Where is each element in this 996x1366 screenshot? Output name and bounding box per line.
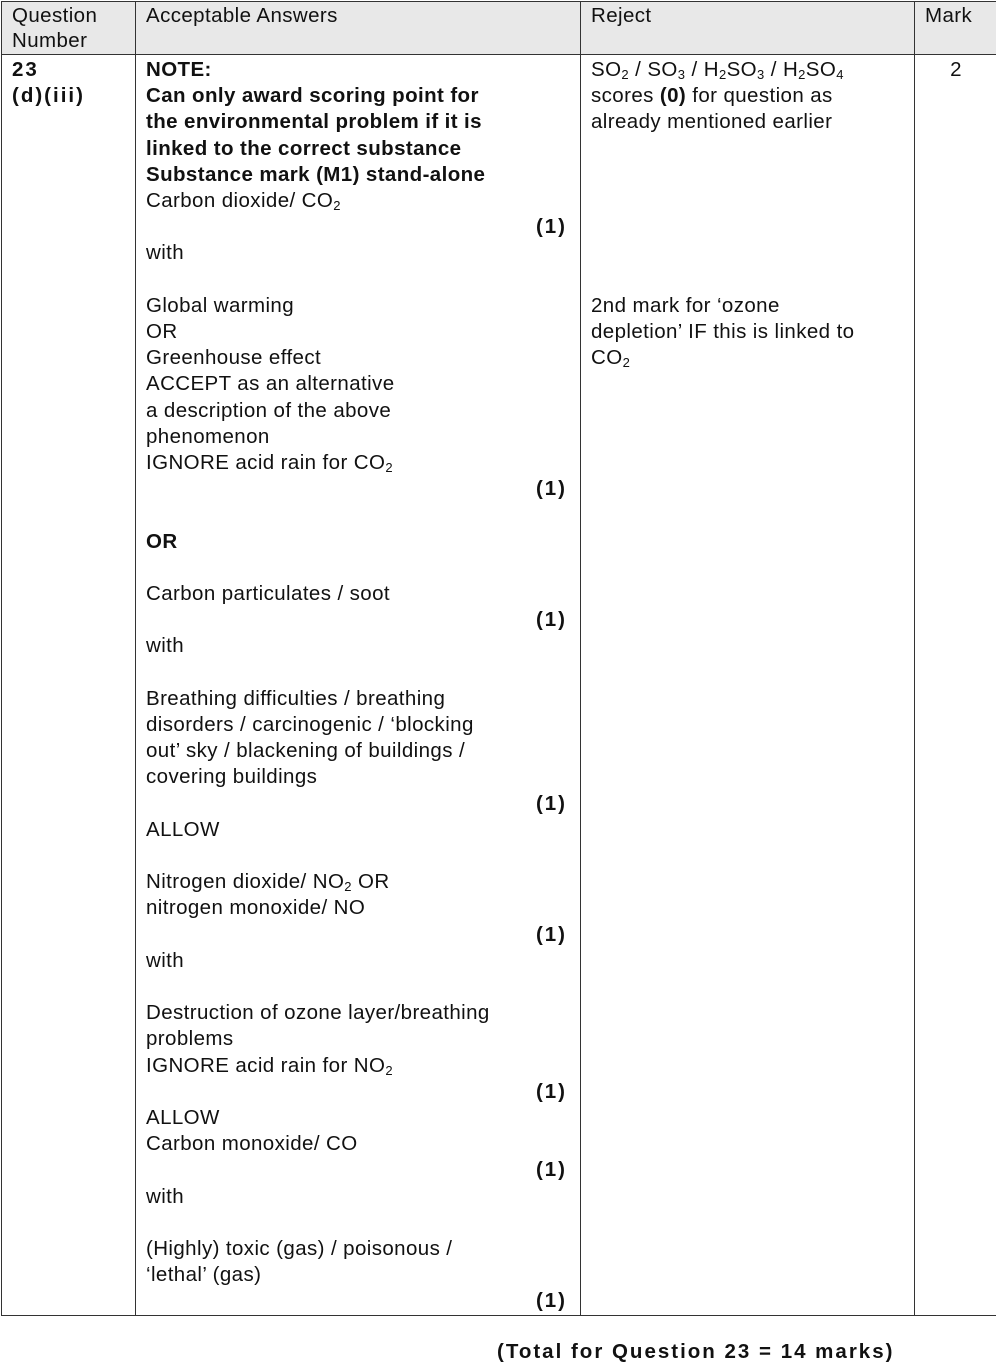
table-header-row [2, 2, 996, 55]
reject-ozone: $CO_2$ [591, 346, 631, 371]
accept-note: a description of the above [146, 398, 392, 422]
reject-ozone: 2nd mark for ‘ozone [591, 293, 780, 317]
mark-scheme-table [1, 1, 996, 1316]
ignore-note-co2: IGNORE acid rain for $CO_2$ [146, 451, 393, 476]
note-title: NOTE: [146, 58, 212, 81]
allow-label: ALLOW [146, 1106, 220, 1130]
or-separator: OR [146, 529, 178, 553]
question-number: 23 [12, 58, 39, 81]
header-mark: Mark [915, 2, 996, 55]
header-question-number: Question Number [2, 2, 136, 55]
mark-indicator: (1) [535, 922, 567, 946]
header-acceptable-answers: Acceptable Answers [136, 2, 581, 55]
answer-breathing: covering buildings [146, 765, 318, 789]
with-label: with [146, 241, 185, 265]
answer-greenhouse: Greenhouse effect [146, 346, 322, 370]
reject-cell [581, 55, 915, 1316]
answer-toxic: (Highly) toxic (gas) / poisonous / [146, 1237, 453, 1261]
answer-ozone: Destruction of ozone layer/breathing [146, 1001, 490, 1025]
mark-indicator: (1) [535, 1158, 567, 1182]
answer-toxic: ‘lethal’ (gas) [146, 1263, 262, 1287]
table-row [2, 55, 996, 1316]
answer-no: nitrogen monoxide/ NO [146, 896, 366, 920]
mark-indicator: (1) [535, 608, 567, 632]
answer-ozone: problems [146, 1027, 234, 1051]
header-reject: Reject [581, 2, 915, 55]
mark-indicator: (1) [535, 477, 567, 501]
note-line: Substance mark (M1) stand-alone [146, 162, 486, 186]
or-label: OR [146, 320, 178, 344]
allow-label: ALLOW [146, 817, 220, 841]
ignore-note-no2: IGNORE acid rain for $NO_2$ [146, 1053, 393, 1078]
accept-note: ACCEPT as an alternative [146, 372, 395, 396]
answer-breathing: out’ sky / blackening of buildings / [146, 739, 466, 763]
reject-sulfur-compounds: $SO_2 / SO_3 / H_2SO_3 / H_2SO_4$ [591, 58, 844, 82]
question-part: (d)(iii) [12, 84, 85, 108]
with-label: with [146, 1184, 185, 1208]
reject-note: already mentioned earlier [591, 110, 833, 134]
mark-indicator: (1) [535, 1289, 567, 1313]
answer-particulates: Carbon particulates / soot [146, 582, 390, 606]
answer-breathing: disorders / carcinogenic / ‘blocking [146, 713, 474, 737]
reject-ozone: depletion’ IF this is linked to [591, 319, 855, 343]
answer-co: Carbon monoxide/ CO [146, 1132, 358, 1156]
mark-indicator: (1) [535, 791, 567, 815]
mark-indicator: (1) [535, 215, 567, 239]
with-label: with [146, 948, 185, 972]
with-label: with [146, 634, 185, 658]
mark-cell: 2 [915, 55, 996, 1316]
reject-scores: scores (0) for question as [591, 84, 833, 108]
answer-no2: Nitrogen dioxide/ $NO_2$ OR [146, 870, 390, 895]
note-line: the environmental problem if it is [146, 110, 482, 134]
total-marks: (Total for Question 23 = 14 marks) [497, 1340, 895, 1363]
answer-carbon-dioxide: Carbon dioxide/ $CO_2$ [146, 189, 341, 214]
acceptable-answers-cell [136, 55, 581, 1316]
note-line: linked to the correct substance [146, 136, 462, 160]
answer-breathing: Breathing difficulties / breathing [146, 686, 446, 710]
answer-global-warming: Global warming [146, 293, 295, 317]
mark-indicator: (1) [535, 1079, 567, 1103]
accept-note: phenomenon [146, 424, 270, 448]
note-line: Can only award scoring point for [146, 84, 479, 108]
question-number-cell [2, 55, 136, 1316]
